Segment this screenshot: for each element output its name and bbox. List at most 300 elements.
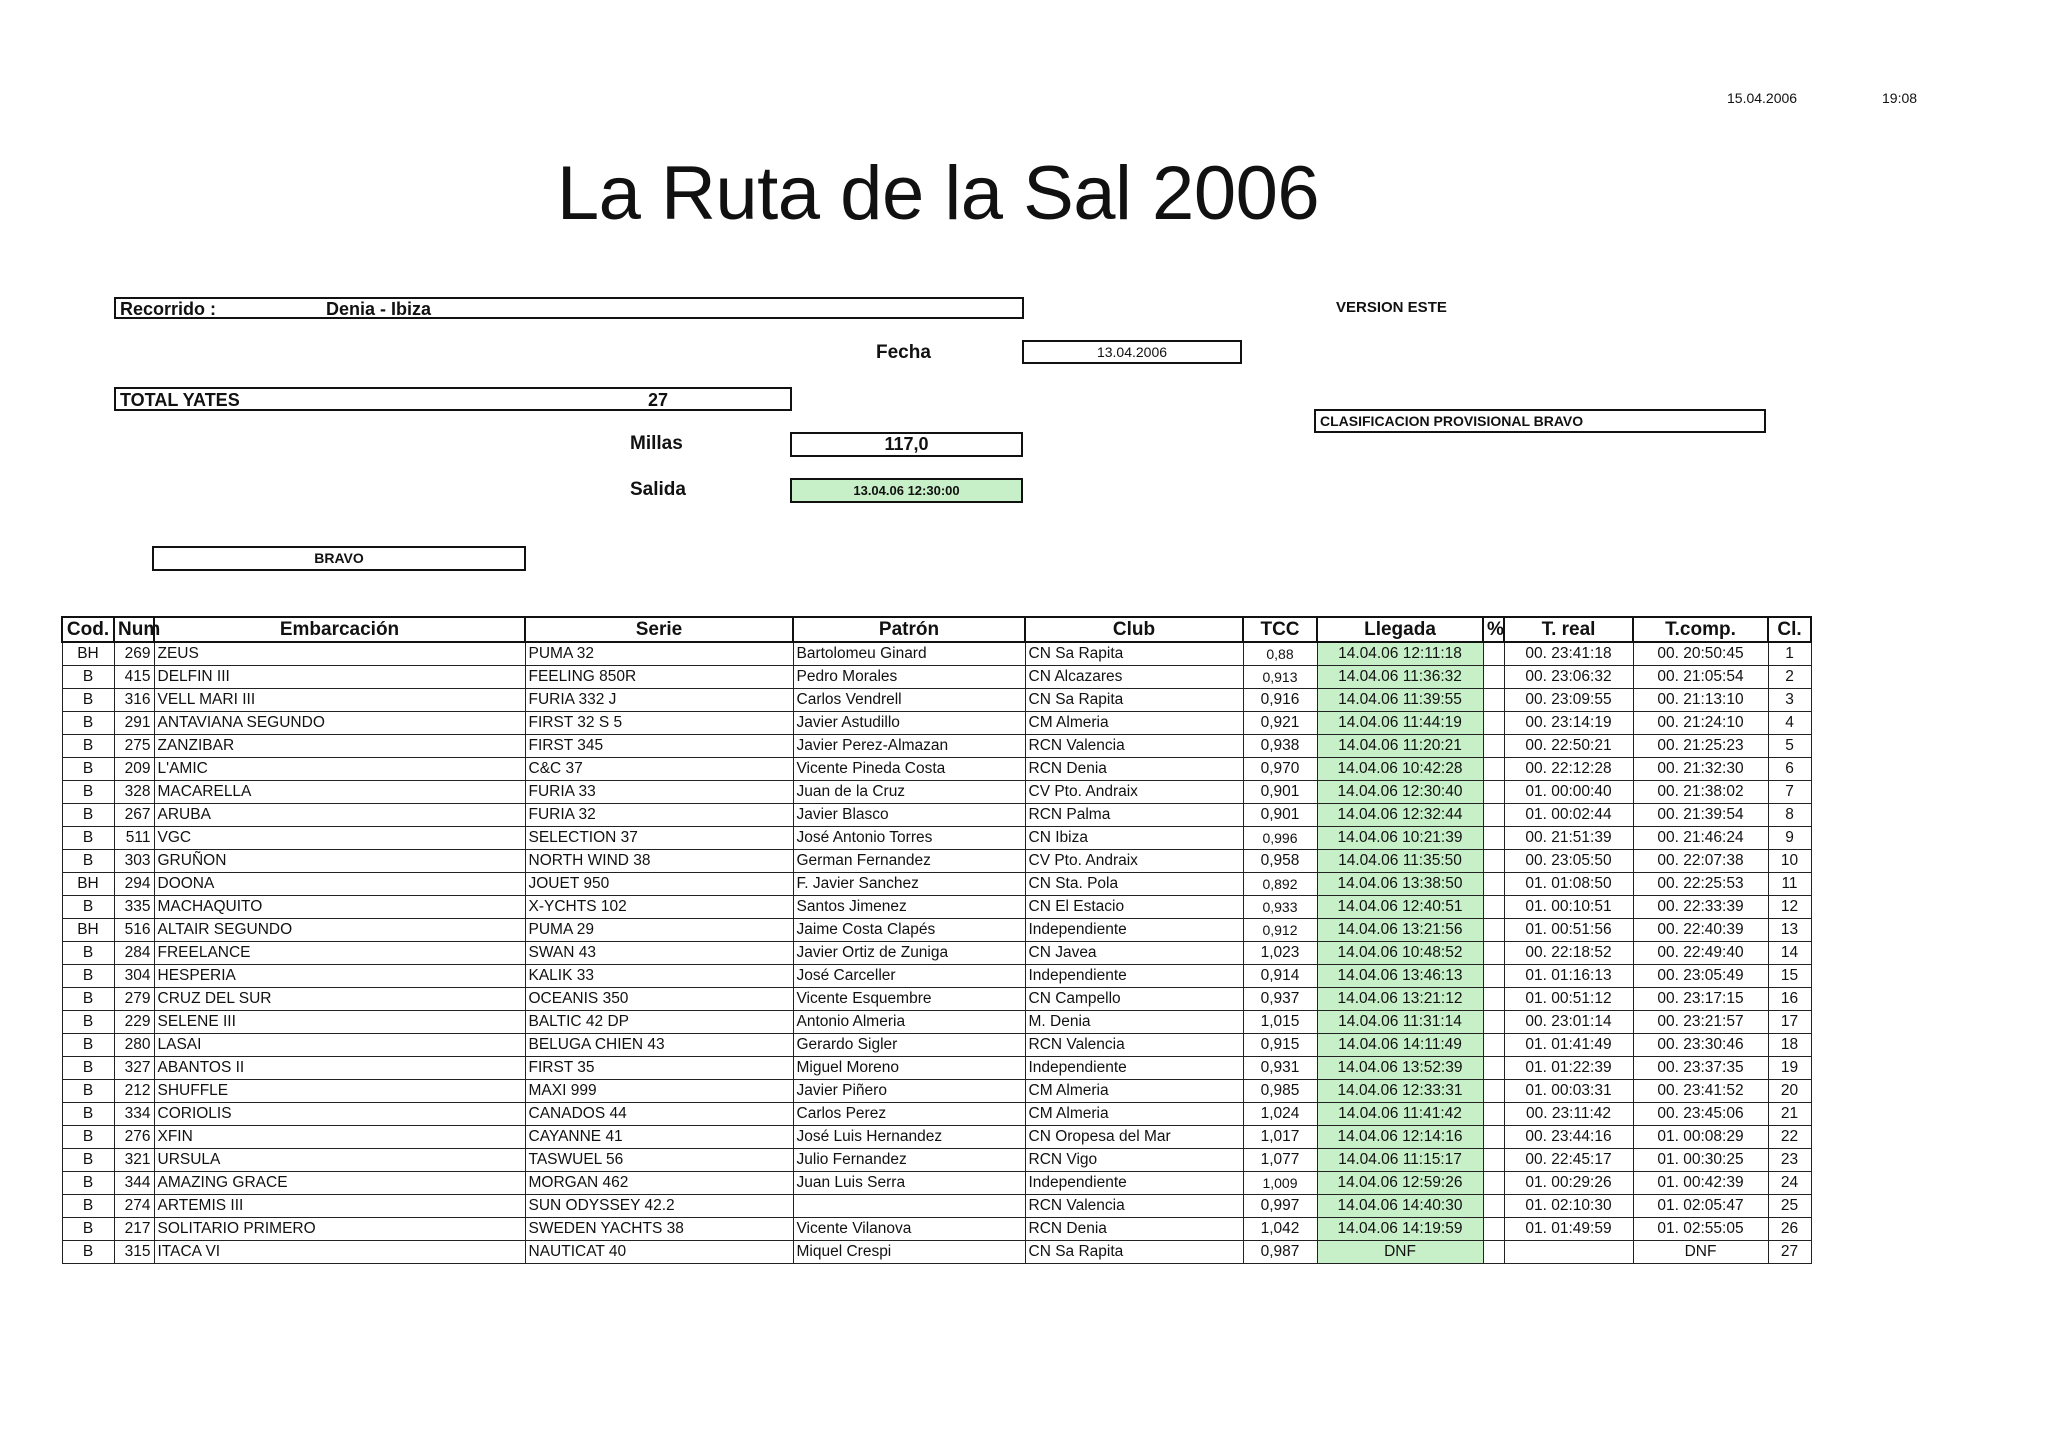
cell-serie: CAYANNE 41	[525, 1126, 793, 1149]
cell-club: CN Sa Rapita	[1025, 689, 1243, 712]
table-row	[62, 965, 1811, 988]
cell-t-real: 01. 01:08:50	[1504, 873, 1633, 896]
cell-num: 276	[114, 1126, 154, 1149]
table-row	[62, 988, 1811, 1011]
cell-tcc: 1,042	[1243, 1218, 1317, 1241]
table-row	[62, 1241, 1811, 1264]
page-title: La Ruta de la Sal 2006	[556, 151, 1320, 236]
header-club: Club	[1025, 617, 1243, 642]
cell-percent	[1483, 689, 1504, 712]
table-row	[62, 758, 1811, 781]
cell-percent	[1483, 1103, 1504, 1126]
cell-t-comp: 00. 23:37:35	[1633, 1057, 1768, 1080]
cell-llegada: 14.04.06 13:21:56	[1317, 919, 1483, 942]
cell-t-real: 01. 00:29:26	[1504, 1172, 1633, 1195]
cell-percent	[1483, 919, 1504, 942]
cell-cod: B	[62, 1241, 114, 1264]
cell-embarcacion: ARUBA	[154, 804, 525, 827]
cell-patron: Javier Blasco	[793, 804, 1025, 827]
cell-patron: Javier Perez-Almazan	[793, 735, 1025, 758]
cell-serie: C&C 37	[525, 758, 793, 781]
cell-club: CN El Estacio	[1025, 896, 1243, 919]
header-embarcacion: Embarcación	[154, 617, 525, 642]
cell-llegada: 14.04.06 12:32:44	[1317, 804, 1483, 827]
cell-club: CV Pto. Andraix	[1025, 850, 1243, 873]
cell-embarcacion: FREELANCE	[154, 942, 525, 965]
table-row	[62, 827, 1811, 850]
cell-num: 217	[114, 1218, 154, 1241]
cell-cod: B	[62, 942, 114, 965]
cell-t-real: 01. 00:02:44	[1504, 804, 1633, 827]
cell-cl: 22	[1768, 1126, 1811, 1149]
table-header-row	[62, 617, 1811, 642]
cell-cod: B	[62, 1172, 114, 1195]
cell-t-comp: 00. 23:41:52	[1633, 1080, 1768, 1103]
table-row	[62, 1011, 1811, 1034]
cell-cod: B	[62, 758, 114, 781]
cell-club: CM Almeria	[1025, 1103, 1243, 1126]
table-row	[62, 1034, 1811, 1057]
cell-t-real: 01. 00:00:40	[1504, 781, 1633, 804]
cell-percent	[1483, 642, 1504, 666]
cell-t-real: 00. 23:14:19	[1504, 712, 1633, 735]
cell-t-comp: 00. 21:32:30	[1633, 758, 1768, 781]
cell-serie: X-YCHTS 102	[525, 896, 793, 919]
cell-t-comp: 00. 21:39:54	[1633, 804, 1768, 827]
cell-cod: B	[62, 988, 114, 1011]
recorrido-box	[114, 297, 1024, 319]
cell-embarcacion: CRUZ DEL SUR	[154, 988, 525, 1011]
cell-percent	[1483, 896, 1504, 919]
cell-club: RCN Valencia	[1025, 1195, 1243, 1218]
cell-t-comp: 00. 23:05:49	[1633, 965, 1768, 988]
cell-llegada: 14.04.06 13:52:39	[1317, 1057, 1483, 1080]
cell-t-comp: 00. 21:13:10	[1633, 689, 1768, 712]
cell-tcc: 0,938	[1243, 735, 1317, 758]
cell-cl: 5	[1768, 735, 1811, 758]
cell-cod: B	[62, 1057, 114, 1080]
total-yates-value: 27	[648, 390, 669, 410]
group-label: BRAVO	[152, 546, 526, 571]
cell-num: 344	[114, 1172, 154, 1195]
cell-cl: 12	[1768, 896, 1811, 919]
cell-t-real: 01. 01:16:13	[1504, 965, 1633, 988]
cell-percent	[1483, 758, 1504, 781]
cell-patron: Pedro Morales	[793, 666, 1025, 689]
cell-tcc: 0,88	[1243, 642, 1317, 666]
table-row	[62, 735, 1811, 758]
cell-patron: Antonio Almeria	[793, 1011, 1025, 1034]
cell-tcc: 1,024	[1243, 1103, 1317, 1126]
cell-llegada: 14.04.06 12:40:51	[1317, 896, 1483, 919]
cell-num: 327	[114, 1057, 154, 1080]
header-llegada: Llegada	[1317, 617, 1483, 642]
cell-cod: B	[62, 1218, 114, 1241]
cell-cl: 8	[1768, 804, 1811, 827]
cell-llegada: 14.04.06 14:11:49	[1317, 1034, 1483, 1057]
cell-percent	[1483, 1057, 1504, 1080]
cell-tcc: 0,987	[1243, 1241, 1317, 1264]
cell-tcc: 1,015	[1243, 1011, 1317, 1034]
cell-club: CN Sa Rapita	[1025, 1241, 1243, 1264]
cell-percent	[1483, 1218, 1504, 1241]
cell-cl: 1	[1768, 642, 1811, 666]
cell-embarcacion: ZANZIBAR	[154, 735, 525, 758]
cell-t-real: 01. 02:10:30	[1504, 1195, 1633, 1218]
cell-tcc: 0,937	[1243, 988, 1317, 1011]
cell-t-real: 01. 00:51:56	[1504, 919, 1633, 942]
cell-cl: 27	[1768, 1241, 1811, 1264]
cell-num: 511	[114, 827, 154, 850]
cell-llegada: 14.04.06 10:42:28	[1317, 758, 1483, 781]
cell-t-real	[1504, 1241, 1633, 1264]
cell-cl: 15	[1768, 965, 1811, 988]
cell-embarcacion: ITACA VI	[154, 1241, 525, 1264]
cell-serie: FURIA 32	[525, 804, 793, 827]
table-row	[62, 689, 1811, 712]
cell-club: Independiente	[1025, 919, 1243, 942]
cell-cl: 7	[1768, 781, 1811, 804]
cell-num: 303	[114, 850, 154, 873]
cell-serie: FIRST 345	[525, 735, 793, 758]
cell-llegada: 14.04.06 14:19:59	[1317, 1218, 1483, 1241]
cell-cl: 6	[1768, 758, 1811, 781]
cell-num: 335	[114, 896, 154, 919]
cell-t-comp: 00. 21:25:23	[1633, 735, 1768, 758]
cell-tcc: 0,958	[1243, 850, 1317, 873]
cell-num: 291	[114, 712, 154, 735]
cell-cl: 23	[1768, 1149, 1811, 1172]
cell-patron: Vicente Pineda Costa	[793, 758, 1025, 781]
cell-patron: Juan de la Cruz	[793, 781, 1025, 804]
table-row	[62, 919, 1811, 942]
cell-cl: 4	[1768, 712, 1811, 735]
cell-tcc: 0,915	[1243, 1034, 1317, 1057]
header-t-real: T. real	[1504, 617, 1633, 642]
cell-cl: 11	[1768, 873, 1811, 896]
cell-cod: BH	[62, 919, 114, 942]
cell-t-comp: 00. 23:17:15	[1633, 988, 1768, 1011]
cell-t-comp: 01. 02:05:47	[1633, 1195, 1768, 1218]
cell-t-real: 00. 22:45:17	[1504, 1149, 1633, 1172]
cell-tcc: 0,901	[1243, 804, 1317, 827]
cell-club: CN Sta. Pola	[1025, 873, 1243, 896]
table-row	[62, 1149, 1811, 1172]
cell-t-comp: 01. 00:30:25	[1633, 1149, 1768, 1172]
cell-patron: Carlos Vendrell	[793, 689, 1025, 712]
cell-patron: Julio Fernandez	[793, 1149, 1025, 1172]
cell-embarcacion: CORIOLIS	[154, 1103, 525, 1126]
cell-cod: B	[62, 1034, 114, 1057]
cell-num: 209	[114, 758, 154, 781]
cell-tcc: 1,009	[1243, 1172, 1317, 1195]
cell-num: 275	[114, 735, 154, 758]
cell-num: 321	[114, 1149, 154, 1172]
cell-patron	[793, 1195, 1025, 1218]
cell-cod: B	[62, 827, 114, 850]
cell-percent	[1483, 1172, 1504, 1195]
cell-cod: B	[62, 1126, 114, 1149]
cell-patron: Vicente Esquembre	[793, 988, 1025, 1011]
cell-cl: 16	[1768, 988, 1811, 1011]
cell-t-comp: DNF	[1633, 1241, 1768, 1264]
cell-club: RCN Vigo	[1025, 1149, 1243, 1172]
cell-serie: NORTH WIND 38	[525, 850, 793, 873]
cell-patron: Javier Astudillo	[793, 712, 1025, 735]
table-row	[62, 1080, 1811, 1103]
cell-patron: Santos Jimenez	[793, 896, 1025, 919]
cell-llegada: 14.04.06 13:46:13	[1317, 965, 1483, 988]
cell-serie: NAUTICAT 40	[525, 1241, 793, 1264]
cell-t-comp: 00. 21:46:24	[1633, 827, 1768, 850]
cell-cod: B	[62, 781, 114, 804]
cell-cl: 18	[1768, 1034, 1811, 1057]
cell-num: 274	[114, 1195, 154, 1218]
cell-cod: B	[62, 735, 114, 758]
cell-percent	[1483, 873, 1504, 896]
table-row	[62, 1195, 1811, 1218]
cell-embarcacion: AMAZING GRACE	[154, 1172, 525, 1195]
cell-cl: 14	[1768, 942, 1811, 965]
cell-t-comp: 01. 00:08:29	[1633, 1126, 1768, 1149]
cell-llegada: 14.04.06 14:40:30	[1317, 1195, 1483, 1218]
cell-t-comp: 00. 23:30:46	[1633, 1034, 1768, 1057]
cell-cod: BH	[62, 873, 114, 896]
cell-percent	[1483, 735, 1504, 758]
cell-llegada: 14.04.06 12:59:26	[1317, 1172, 1483, 1195]
cell-num: 229	[114, 1011, 154, 1034]
cell-num: 516	[114, 919, 154, 942]
total-yates-label: TOTAL YATES	[120, 390, 240, 410]
cell-llegada: 14.04.06 13:21:12	[1317, 988, 1483, 1011]
cell-serie: FURIA 33	[525, 781, 793, 804]
cell-tcc: 0,892	[1243, 873, 1317, 896]
cell-embarcacion: GRUÑON	[154, 850, 525, 873]
cell-t-real: 00. 23:05:50	[1504, 850, 1633, 873]
cell-llegada: 14.04.06 13:38:50	[1317, 873, 1483, 896]
cell-embarcacion: SOLITARIO PRIMERO	[154, 1218, 525, 1241]
fecha-value: 13.04.2006	[1022, 340, 1242, 364]
table-row	[62, 781, 1811, 804]
cell-club: Independiente	[1025, 1057, 1243, 1080]
cell-serie: JOUET 950	[525, 873, 793, 896]
cell-cl: 13	[1768, 919, 1811, 942]
cell-embarcacion: VELL MARI III	[154, 689, 525, 712]
cell-t-real: 00. 23:44:16	[1504, 1126, 1633, 1149]
cell-serie: SWEDEN YACHTS 38	[525, 1218, 793, 1241]
cell-club: CM Almeria	[1025, 1080, 1243, 1103]
table-row	[62, 1057, 1811, 1080]
cell-patron: F. Javier Sanchez	[793, 873, 1025, 896]
cell-t-comp: 00. 22:49:40	[1633, 942, 1768, 965]
cell-t-real: 00. 22:18:52	[1504, 942, 1633, 965]
cell-llegada: 14.04.06 10:48:52	[1317, 942, 1483, 965]
cell-patron: Miguel Moreno	[793, 1057, 1025, 1080]
cell-llegada: 14.04.06 12:33:31	[1317, 1080, 1483, 1103]
cell-serie: FIRST 32 S 5	[525, 712, 793, 735]
cell-t-real: 00. 23:06:32	[1504, 666, 1633, 689]
cell-serie: PUMA 32	[525, 642, 793, 666]
cell-percent	[1483, 827, 1504, 850]
cell-serie: FURIA 332 J	[525, 689, 793, 712]
cell-num: 279	[114, 988, 154, 1011]
cell-tcc: 1,017	[1243, 1126, 1317, 1149]
cell-embarcacion: L'AMIC	[154, 758, 525, 781]
cell-llegada: 14.04.06 10:21:39	[1317, 827, 1483, 850]
table-row	[62, 666, 1811, 689]
cell-percent	[1483, 1034, 1504, 1057]
cell-tcc: 0,997	[1243, 1195, 1317, 1218]
cell-embarcacion: ARTEMIS III	[154, 1195, 525, 1218]
table-row	[62, 804, 1811, 827]
cell-num: 415	[114, 666, 154, 689]
header-cl: Cl.	[1768, 617, 1811, 642]
total-yates-box	[114, 387, 792, 411]
cell-t-comp: 00. 21:38:02	[1633, 781, 1768, 804]
cell-percent	[1483, 804, 1504, 827]
cell-serie: SELECTION 37	[525, 827, 793, 850]
salida-value: 13.04.06 12:30:00	[790, 478, 1023, 503]
print-date: 15.04.2006	[1727, 90, 1798, 106]
cell-cl: 19	[1768, 1057, 1811, 1080]
table-row	[62, 642, 1811, 666]
cell-tcc: 0,901	[1243, 781, 1317, 804]
cell-num: 284	[114, 942, 154, 965]
cell-t-comp: 00. 22:25:53	[1633, 873, 1768, 896]
cell-llegada: 14.04.06 11:44:19	[1317, 712, 1483, 735]
cell-embarcacion: SHUFFLE	[154, 1080, 525, 1103]
cell-embarcacion: HESPERIA	[154, 965, 525, 988]
cell-serie: MAXI 999	[525, 1080, 793, 1103]
table-row	[62, 873, 1811, 896]
cell-tcc: 0,985	[1243, 1080, 1317, 1103]
cell-cl: 3	[1768, 689, 1811, 712]
cell-club: CN Campello	[1025, 988, 1243, 1011]
cell-percent	[1483, 988, 1504, 1011]
cell-embarcacion: VGC	[154, 827, 525, 850]
cell-percent	[1483, 965, 1504, 988]
table-row	[62, 942, 1811, 965]
cell-cod: B	[62, 689, 114, 712]
cell-embarcacion: MACHAQUITO	[154, 896, 525, 919]
fecha-label: Fecha	[876, 342, 931, 363]
table-row	[62, 850, 1811, 873]
cell-t-comp: 00. 20:50:45	[1633, 642, 1768, 666]
cell-tcc: 0,933	[1243, 896, 1317, 919]
cell-t-real: 01. 01:22:39	[1504, 1057, 1633, 1080]
cell-patron: Juan Luis Serra	[793, 1172, 1025, 1195]
cell-tcc: 1,077	[1243, 1149, 1317, 1172]
cell-num: 328	[114, 781, 154, 804]
cell-t-comp: 00. 21:24:10	[1633, 712, 1768, 735]
cell-num: 269	[114, 642, 154, 666]
cell-t-real: 01. 01:49:59	[1504, 1218, 1633, 1241]
cell-t-real: 01. 00:10:51	[1504, 896, 1633, 919]
cell-embarcacion: ANTAVIANA SEGUNDO	[154, 712, 525, 735]
cell-llegada: 14.04.06 12:30:40	[1317, 781, 1483, 804]
cell-patron: Miquel Crespi	[793, 1241, 1025, 1264]
cell-embarcacion: DELFIN III	[154, 666, 525, 689]
cell-cod: B	[62, 1080, 114, 1103]
cell-serie: FIRST 35	[525, 1057, 793, 1080]
cell-club: CN Ibiza	[1025, 827, 1243, 850]
cell-t-comp: 00. 22:40:39	[1633, 919, 1768, 942]
table-row	[62, 1103, 1811, 1126]
salida-label: Salida	[630, 479, 686, 500]
cell-num: 334	[114, 1103, 154, 1126]
cell-num: 316	[114, 689, 154, 712]
cell-club: M. Denia	[1025, 1011, 1243, 1034]
cell-serie: FEELING 850R	[525, 666, 793, 689]
cell-embarcacion: XFIN	[154, 1126, 525, 1149]
cell-serie: CANADOS 44	[525, 1103, 793, 1126]
table-row	[62, 1218, 1811, 1241]
cell-cl: 17	[1768, 1011, 1811, 1034]
cell-patron: Javier Ortiz de Zuniga	[793, 942, 1025, 965]
table-row	[62, 1126, 1811, 1149]
cell-percent	[1483, 1195, 1504, 1218]
cell-t-real: 00. 22:50:21	[1504, 735, 1633, 758]
cell-patron: German Fernandez	[793, 850, 1025, 873]
cell-percent	[1483, 1241, 1504, 1264]
cell-llegada: 14.04.06 12:11:18	[1317, 642, 1483, 666]
cell-club: RCN Valencia	[1025, 735, 1243, 758]
cell-tcc: 0,996	[1243, 827, 1317, 850]
cell-num: 212	[114, 1080, 154, 1103]
cell-serie: OCEANIS 350	[525, 988, 793, 1011]
version-label: VERSION ESTE	[1336, 299, 1447, 316]
cell-tcc: 0,931	[1243, 1057, 1317, 1080]
header-percent: %	[1483, 617, 1504, 642]
cell-num: 267	[114, 804, 154, 827]
cell-embarcacion: SELENE III	[154, 1011, 525, 1034]
cell-llegada: 14.04.06 11:36:32	[1317, 666, 1483, 689]
cell-percent	[1483, 1011, 1504, 1034]
cell-patron: Bartolomeu Ginard	[793, 642, 1025, 666]
cell-t-comp: 00. 22:07:38	[1633, 850, 1768, 873]
recorrido-label: Recorrido :	[120, 299, 217, 319]
cell-cl: 25	[1768, 1195, 1811, 1218]
cell-llegada: 14.04.06 12:14:16	[1317, 1126, 1483, 1149]
cell-t-comp: 00. 23:21:57	[1633, 1011, 1768, 1034]
cell-cl: 24	[1768, 1172, 1811, 1195]
cell-serie: BALTIC 42 DP	[525, 1011, 793, 1034]
cell-llegada: DNF	[1317, 1241, 1483, 1264]
millas-label: Millas	[630, 433, 683, 454]
cell-club: Independiente	[1025, 1172, 1243, 1195]
cell-tcc: 0,913	[1243, 666, 1317, 689]
cell-tcc: 0,916	[1243, 689, 1317, 712]
cell-cl: 2	[1768, 666, 1811, 689]
cell-cod: B	[62, 1149, 114, 1172]
cell-patron: Jaime Costa Clapés	[793, 919, 1025, 942]
cell-patron: José Carceller	[793, 965, 1025, 988]
cell-t-comp: 01. 00:42:39	[1633, 1172, 1768, 1195]
cell-club: Independiente	[1025, 965, 1243, 988]
header-num: Num	[114, 617, 154, 642]
cell-cod: B	[62, 804, 114, 827]
cell-t-real: 01. 00:51:12	[1504, 988, 1633, 1011]
cell-embarcacion: DOONA	[154, 873, 525, 896]
cell-patron: Carlos Perez	[793, 1103, 1025, 1126]
cell-percent	[1483, 1080, 1504, 1103]
cell-cod: B	[62, 712, 114, 735]
clasificacion-box: CLASIFICACION PROVISIONAL BRAVO	[1314, 409, 1766, 433]
cell-club: CM Almeria	[1025, 712, 1243, 735]
cell-club: CN Alcazares	[1025, 666, 1243, 689]
cell-llegada: 14.04.06 11:35:50	[1317, 850, 1483, 873]
cell-t-real: 00. 22:12:28	[1504, 758, 1633, 781]
